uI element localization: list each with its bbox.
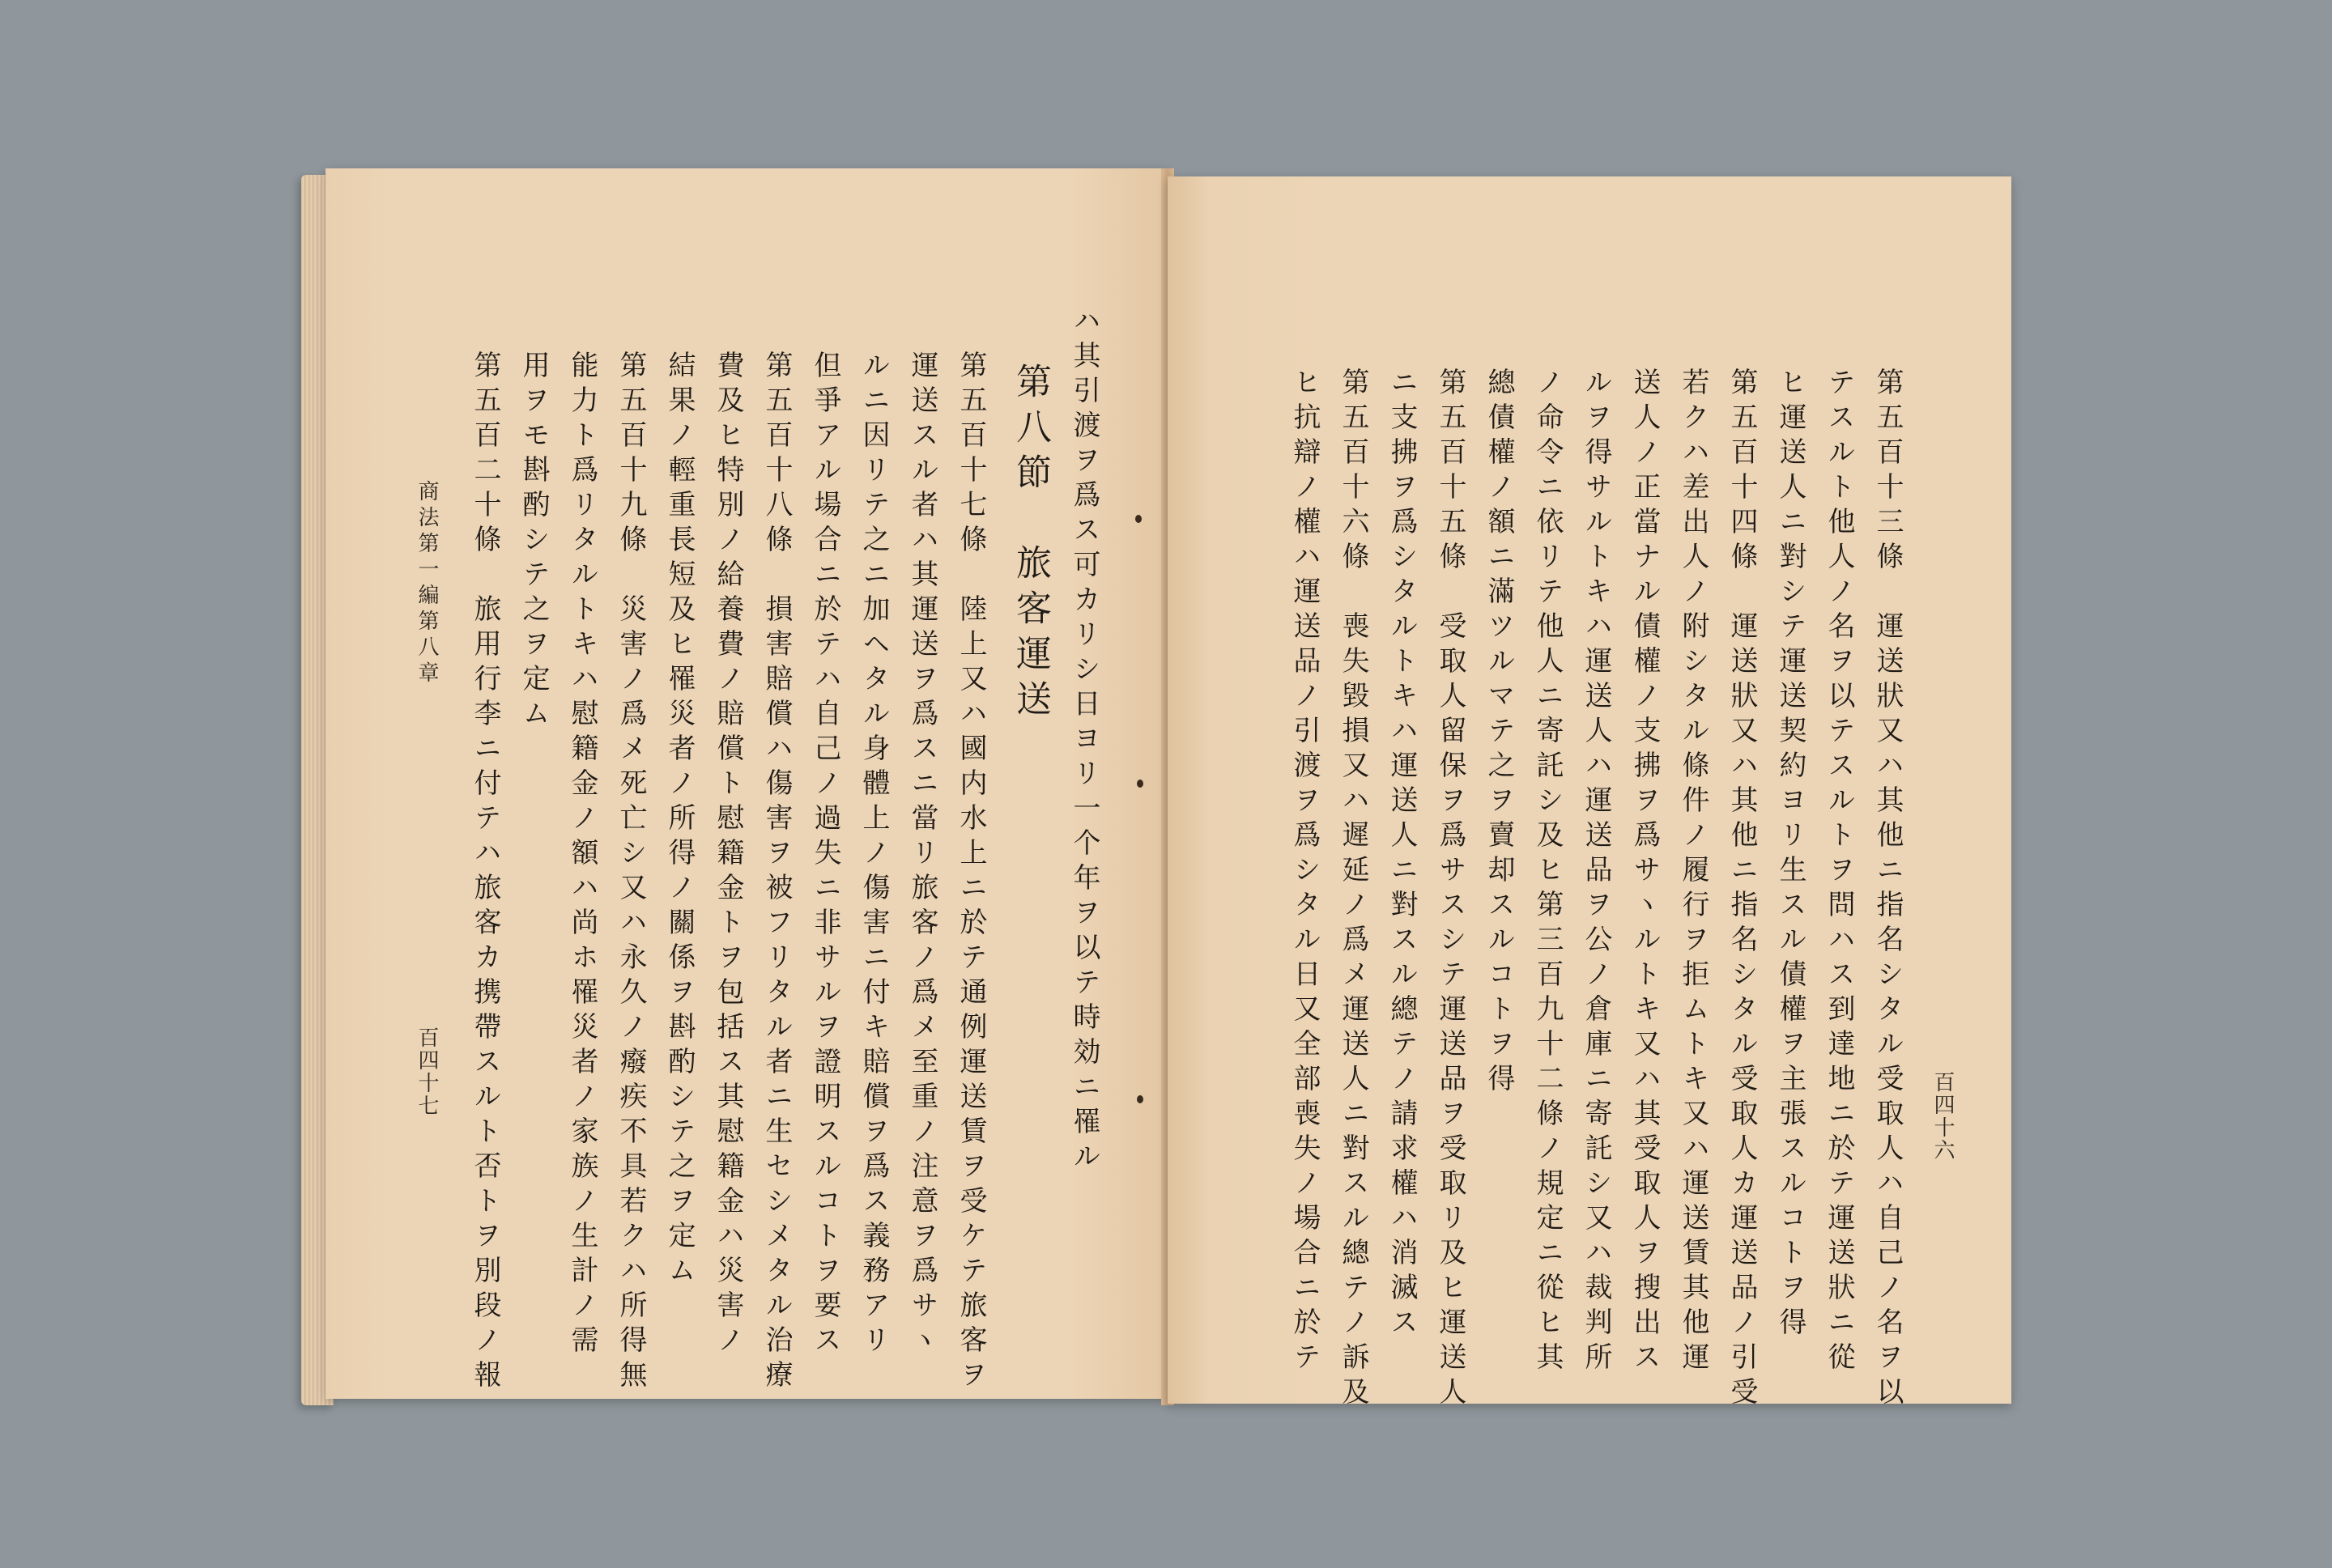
right-line-10: 第五百十五條 受取人留保ヲ爲サスシテ運送品ヲ受取リ及ヒ運送人 <box>1434 368 1466 1412</box>
left-line-3: 第五百十七條 陸上又ハ國内水上ニ於テ通例運送賃ヲ受ケテ旅客ヲ <box>955 351 987 1395</box>
binding-hole <box>1135 515 1142 523</box>
right-line-1: 第五百十三條 運送狀又ハ其他ニ指名シタル受取人ハ自己ノ名ヲ以 <box>1871 368 1904 1412</box>
right-page <box>1168 176 2011 1412</box>
left-line-1: ハ其引渡ヲ爲ス可カリシ日ヨリ一个年ヲ以テ時効ニ罹ル <box>1068 306 1100 1176</box>
right-line-3: ヒ運送人ニ對シテ運送契約ヨリ生スル債權ヲ主張スルコトヲ得 <box>1774 368 1806 1342</box>
left-line-7: 第五百十八條 損害賠償ハ傷害ヲ被フリタル者ニ生セシメタル治療 <box>760 351 793 1395</box>
chapter-footer: 商法第一編第八章 <box>415 480 439 687</box>
right-line-7: ルヲ得サルトキハ運送人ハ運送品ヲ公ノ倉庫ニ寄託シ又ハ裁判所 <box>1580 368 1612 1377</box>
right-line-5: 若クハ差出人ノ附シタル條件ノ履行ヲ拒ムトキ又ハ運送賃其他運 <box>1677 368 1709 1377</box>
right-line-8: ノ命令ニ依リテ他人ニ寄託シ及ヒ第三百九十二條ノ規定ニ從ヒ其 <box>1531 368 1564 1377</box>
right-line-11: ニ支拂ヲ爲シタルトキハ運送人ニ對スル總テノ請求權ハ消滅ス <box>1385 368 1418 1342</box>
right-line-2: テスルト他人ノ名ヲ以テスルトヲ問ハス到達地ニ於テ運送狀ニ從 <box>1823 368 1855 1377</box>
section-heading: 第八節 旅客運送 <box>1010 363 1051 725</box>
right-line-9: 總債權ノ額ニ滿ツルマテ之ヲ賣却スルコトヲ得 <box>1483 368 1515 1098</box>
left-line-4: 運送スル者ハ其運送ヲ爲スニ當リ旅客ノ爲メ至重ノ注意ヲ爲サヽ <box>906 351 938 1360</box>
right-line-4: 第五百十四條 運送狀又ハ其他ニ指名シタル受取人カ運送品ノ引受 <box>1726 368 1758 1412</box>
right-page-number: 百四十六 <box>1930 1071 1955 1162</box>
open-book <box>301 168 2011 1412</box>
left-line-12: 用ヲモ斟酌シテ之ヲ定ム <box>517 351 550 733</box>
binding-hole <box>1137 780 1143 788</box>
left-page <box>326 168 1168 1399</box>
binding-hole <box>1137 1095 1143 1103</box>
left-line-8: 費及ヒ特別ノ給養費ノ賠償ト慰籍金トヲ包括ス其慰籍金ハ災害ノ <box>712 351 744 1360</box>
left-line-9: 結果ノ輕重長短及ヒ罹災者ノ所得ノ關係ヲ斟酌シテ之ヲ定ム <box>663 351 696 1290</box>
left-line-13: 第五百二十條 旅用行李ニ付テハ旅客カ携帶スルト否トヲ別段ノ報 <box>469 351 501 1395</box>
left-line-5: ルニ因リテ之ニ加ヘタル身體上ノ傷害ニ付キ賠償ヲ爲ス義務アリ <box>857 351 890 1360</box>
right-line-12: 第五百十六條 喪失毀損又ハ遲延ノ爲メ運送人ニ對スル總テノ訴及 <box>1337 368 1369 1412</box>
left-page-number: 百四十七 <box>415 1026 439 1117</box>
left-line-11: 能力ト爲リタルトキハ慰籍金ノ額ハ尚ホ罹災者ノ家族ノ生計ノ需 <box>566 351 598 1360</box>
right-line-6: 送人ノ正當ナル債權ノ支拂ヲ爲サヽルトキ又ハ其受取人ヲ搜出ス <box>1628 368 1661 1377</box>
right-line-13: ヒ抗辯ノ權ハ運送品ノ引渡ヲ爲シタル日又全部喪失ノ場合ニ於テ <box>1288 368 1321 1377</box>
left-line-6: 但爭アル場合ニ於テハ自己ノ過失ニ非サルヲ證明スルコトヲ要ス <box>809 351 841 1360</box>
left-line-10: 第五百十九條 災害ノ爲メ死亡シ又ハ永久ノ癈疾不具若クハ所得無 <box>615 351 647 1395</box>
